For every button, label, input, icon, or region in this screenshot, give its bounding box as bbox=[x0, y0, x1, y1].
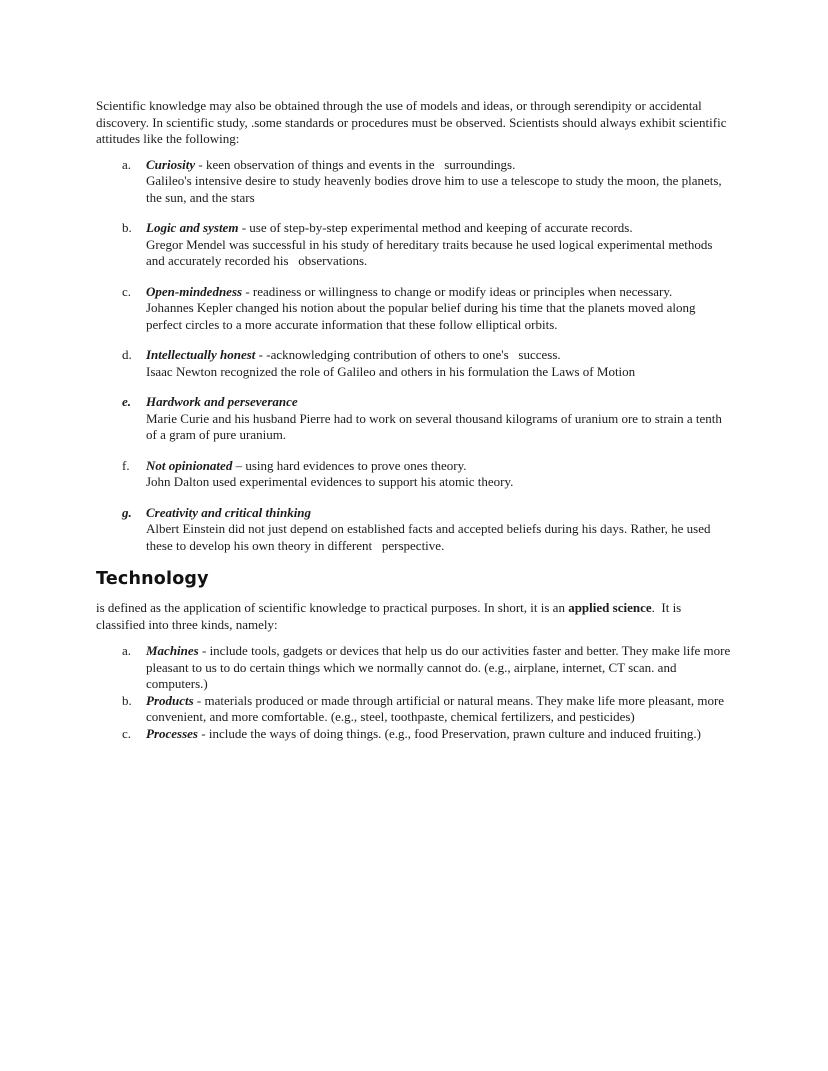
attitude-definition-line bbox=[146, 347, 731, 364]
attitude-item-creativity-and-critical-thinking bbox=[96, 505, 731, 555]
attitude-item-logic-and-system bbox=[96, 220, 731, 270]
intro-paragraph: Scientific knowledge may also be obtained through the use of models and ideas, or through serendipity or accidental discovery. In scientific study, .some standards or procedures must be observed. Scientists should always exhibit scientific attitudes like the following: bbox=[96, 98, 730, 146]
list-letter: e. bbox=[122, 394, 132, 409]
attitude-example: John Dalton used experimental evidences to support his atomic theory. bbox=[146, 474, 514, 489]
kind-item-products bbox=[96, 693, 731, 726]
attitude-example: Marie Curie and his husband Pierre had to work on several thousand kilograms of uranium ore to strain a tenth of a gram of pure uranium. bbox=[146, 410, 726, 442]
list-letter: b. bbox=[122, 692, 132, 708]
technology-intro-paragraph bbox=[96, 600, 731, 633]
technology-intro-text-end: . It is classified into three kinds, namely: bbox=[96, 600, 685, 632]
attitude-example: Gregor Mendel was successful in his study of hereditary traits because he used logical experimental methods and accurately recorded his observations. bbox=[146, 236, 716, 268]
attitude-definition-line bbox=[146, 220, 731, 237]
attitude-definition-line bbox=[146, 458, 731, 475]
attitude-item-open-mindedness bbox=[96, 284, 731, 334]
attitude-term: Creativity and critical thinking bbox=[146, 504, 312, 520]
technology-kinds-list bbox=[96, 643, 734, 742]
kind-term: Machines bbox=[146, 643, 199, 658]
attitude-definition: - -acknowledging contribution of others to one's success. bbox=[255, 347, 561, 362]
attitude-definition-line bbox=[146, 284, 731, 301]
applied-science-bold-text: applied science bbox=[568, 600, 652, 615]
attitude-item-intellectually-honest bbox=[96, 347, 731, 380]
attitude-example: Albert Einstein did not just depend on established facts and accepted beliefs during his days. Rather, he used these to develop his own theory in different perspective. bbox=[146, 521, 714, 553]
list-letter: f. bbox=[122, 457, 130, 473]
list-letter: a. bbox=[122, 643, 132, 658]
kind-text-line bbox=[146, 643, 734, 693]
technology-intro-text: is defined as the application of scientific knowledge to practical purposes. In short, it is an bbox=[96, 600, 569, 615]
attitude-definition: - keen observation of things and events in the surroundings. bbox=[195, 156, 516, 172]
attitude-example: Isaac Newton recognized the role of Galileo and others in his formulation the Laws of Motion bbox=[146, 363, 636, 379]
list-letter: b. bbox=[122, 220, 132, 235]
attitude-term: Hardwork and perseverance bbox=[146, 394, 298, 409]
kind-text-line bbox=[146, 726, 731, 743]
attitude-item-hardwork-and-perseverance bbox=[96, 394, 731, 444]
kind-text: - materials produced or made through artificial or natural means. They make life more pleasant, more convenient, and more comfortable. (e.g., steel, toothpaste, chemical fertilizers, and pesticides) bbox=[146, 692, 728, 724]
list-letter: c. bbox=[122, 725, 132, 741]
kind-text: - include the ways of doing things. (e.g., food Preservation, prawn culture and induced fruiting.) bbox=[198, 725, 701, 741]
attitude-definition-line bbox=[146, 157, 731, 174]
attitude-item-not-opinionated bbox=[96, 458, 731, 491]
kind-item-machines bbox=[96, 643, 734, 693]
list-letter: a. bbox=[122, 156, 132, 172]
kind-item-processes bbox=[96, 726, 731, 743]
attitude-example: Johannes Kepler changed his notion about the popular belief during his time that the planets moved along perfect circles to a more accurate information that these follow elliptical orbits. bbox=[146, 300, 699, 332]
list-letter: g. bbox=[122, 504, 132, 520]
attitude-item-curiosity bbox=[96, 157, 731, 207]
attitude-definition: - use of step-by-step experimental method and keeping of accurate records. bbox=[238, 220, 633, 235]
attitude-term: Logic and system bbox=[146, 220, 239, 235]
kind-text-line bbox=[146, 693, 731, 726]
attitude-term: Not opinionated bbox=[146, 457, 233, 473]
attitude-definition: – using hard evidences to prove ones theory. bbox=[232, 457, 467, 473]
kind-term: Products bbox=[146, 692, 194, 708]
attitudes-list bbox=[96, 157, 731, 555]
attitude-definition-line bbox=[146, 394, 731, 411]
list-letter: c. bbox=[122, 283, 132, 299]
attitude-example: Galileo's intensive desire to study heavenly bodies drove him to use a telescope to study the moon, the planets, the sun, and the stars bbox=[146, 173, 725, 205]
attitude-definition: - readiness or willingness to change or modify ideas or principles when necessary. bbox=[242, 283, 673, 299]
technology-heading: Technology bbox=[96, 569, 209, 589]
attitude-definition-line bbox=[146, 505, 731, 522]
list-letter: d. bbox=[122, 347, 132, 362]
kind-term: Processes bbox=[146, 725, 198, 741]
attitude-term: Intellectually honest bbox=[146, 347, 256, 362]
attitude-term: Curiosity bbox=[146, 156, 196, 172]
attitude-term: Open-mindedness bbox=[146, 283, 243, 299]
kind-text: - include tools, gadgets or devices that help us do our activities faster and better. They make life more pleasant to us to do certain things which we normally cannot do. (e.g., airplane, internet, CT scan. and computers.) bbox=[146, 643, 734, 691]
